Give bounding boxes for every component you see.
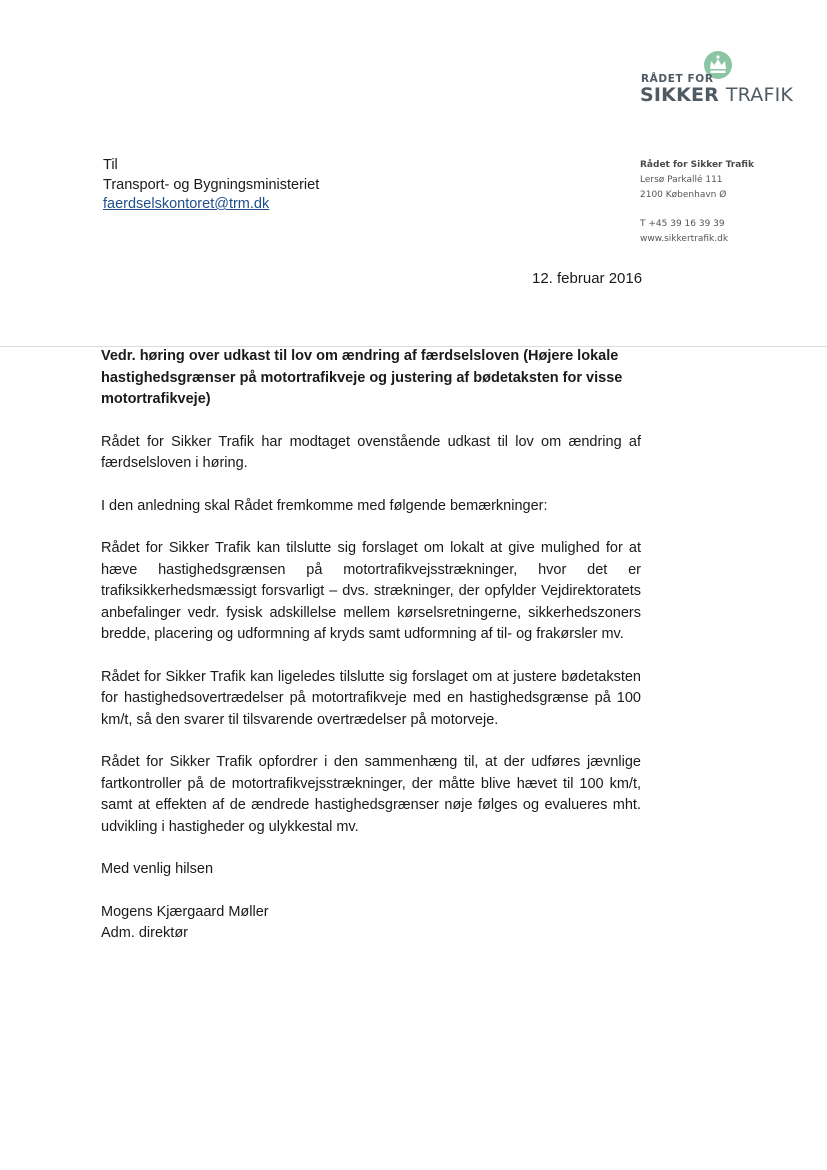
recipient-email-link[interactable]: faerdselskontoret@trm.dk (103, 196, 270, 212)
logo-text-sikker: SIKKER (640, 84, 720, 106)
letter-closing: Med venlig hilsen (101, 861, 214, 877)
letter-body (101, 346, 641, 945)
sender-city: 2100 København Ø (640, 190, 727, 200)
body-paragraph-3: Rådet for Sikker Trafik kan tilslutte sig forslaget om lokalt at give mulighed for at hæve hastighedsgrænsen på motortrafikvejsstrækninger, hvor det er trafiksikkerhedsmæssigt forsvarligt – dvs. strækninger, der opfylder Vejdirektoratets anbefalinger vedr. fysisk adskillelse mellem kørselsretningerne, sikkerhedszoners bredde, placering og udformning af kryds samt udformning af til- og frakørsler mv. (101, 540, 641, 642)
logo-text-line1: RÅDET FOR (641, 73, 714, 85)
sender-phone: T +45 39 16 39 39 (640, 219, 725, 229)
logo-text-line2 (640, 84, 793, 106)
sender-street: Lersø Parkallé 111 (640, 175, 723, 185)
sender-address-block (640, 158, 754, 247)
sender-name: Rådet for Sikker Trafik (640, 160, 754, 170)
recipient-organisation: Transport- og Bygningsministeriet (103, 176, 320, 193)
organisation-logo (640, 48, 805, 110)
recipient-block (103, 156, 319, 215)
signatory-title: Adm. direktør (101, 925, 189, 941)
body-paragraph-4: Rådet for Sikker Trafik kan ligeledes tilslutte sig forslaget om at justere bødetaksten for hastighedsovertrædelser på motortrafikveje med en hastighedsgrænse på 100 km/t, så den svarer til tilsvarende overtrædelser på motorveje. (101, 668, 641, 728)
sender-website: www.sikkertrafik.dk (640, 234, 729, 244)
letter-date: 12. februar 2016 (532, 270, 643, 287)
recipient-label: Til (103, 157, 118, 173)
body-paragraph-2: I den anledning skal Rådet fremkomme med følgende bemærkninger: (101, 497, 548, 514)
body-paragraph-5: Rådet for Sikker Trafik opfordrer i den sammenhæng til, at der udføres jævnlige fartkontroller på de motortrafikvejsstrækninger, der måtte blive hævet til 100 km/t, samt at effekten af de ændrede hastighedsgrænser nøje følges og evalueres mht. udvikling i hastigheder og ulykkestal mv. (101, 754, 641, 835)
signature-block (101, 902, 641, 945)
letter-subject: Vedr. høring over udkast til lov om ændring af færdselsloven (Højere lokale hastighedsgrænser på motortrafikveje og justering af bødetaksten for visse motortrafikveje) (101, 348, 623, 407)
signatory-name: Mogens Kjærgaard Møller (101, 903, 269, 920)
body-paragraph-1: Rådet for Sikker Trafik har modtaget ovenstående udkast til lov om ændring af færdselsloven i høring. (101, 433, 641, 471)
logo-text-trafik: TRAFIK (725, 84, 794, 106)
